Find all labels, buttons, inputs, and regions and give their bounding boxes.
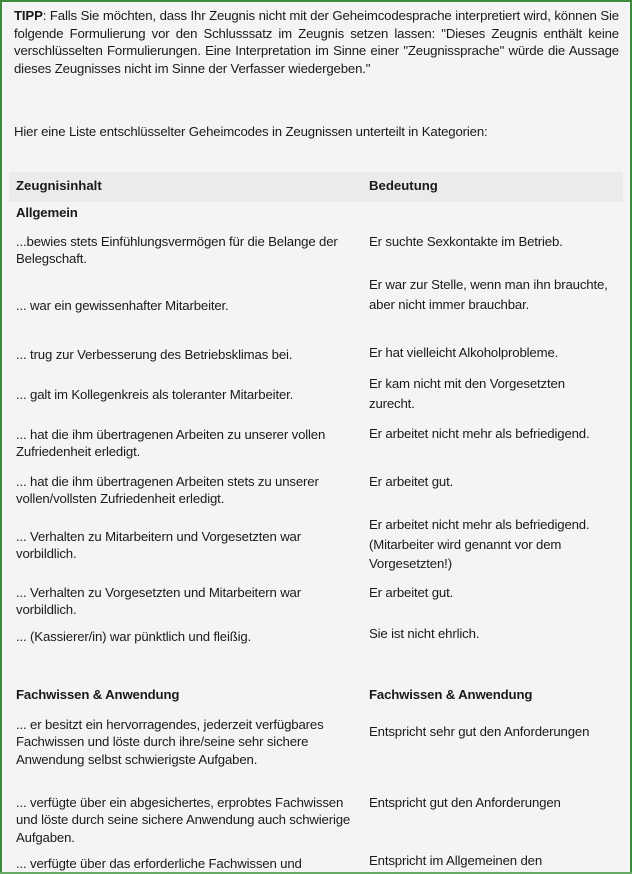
row-9-zeugnisinhalt: ... (Kassierer/in) war pünktlich und fleißig. [16,629,252,644]
row-10-bedeutung: Entspricht sehr gut den Anforderungen [369,724,590,739]
row-11-bedeutung: Entspricht gut den Anforderungen [369,795,561,810]
section-fachwissen-left: Fachwissen & Anwendung [16,687,180,702]
row-6-zeugnisinhalt: ... hat die ihm übertragenen Arbeiten stets zu unserer vollen/vollsten Zufriedenheit erledigt. [16,474,319,507]
tip-paragraph [14,7,619,77]
row-12-bedeutung: Entspricht im Allgemeinen den [369,853,543,868]
row-8-bedeutung: Er arbeitet gut. [369,585,454,600]
row-11-zeugnisinhalt: ... verfügte über ein abgesichertes, erprobtes Fachwissen und löste durch seine sichere Anwendung auch schwierige Aufgaben. [16,795,351,845]
row-5-bedeutung: Er arbeitet nicht mehr als befriedigend. [369,426,590,441]
row-2-zeugnisinhalt: ... war ein gewissenhafter Mitarbeiter. [16,298,229,313]
row-4-zeugnisinhalt: ... galt im Kollegenkreis als toleranter Mitarbeiter. [16,387,294,402]
row-7-zeugnisinhalt: ... Verhalten zu Mitarbeitern und Vorgesetzten war vorbildlich. [16,529,301,562]
intro-text: Hier eine Liste entschlüsselter Geheimcodes in Zeugnissen unterteilt in Kategorien: [14,124,488,139]
row-12-zeugnisinhalt: ... verfügte über das erforderliche Fachwissen und [16,856,302,871]
header-bedeutung: Bedeutung [369,178,438,193]
section-fachwissen-right: Fachwissen & Anwendung [369,687,533,702]
row-3-zeugnisinhalt: ... trug zur Verbesserung des Betriebsklimas bei. [16,347,293,362]
row-9-bedeutung: Sie ist nicht ehrlich. [369,626,480,641]
row-1-zeugnisinhalt: ...bewies stets Einfühlungsvermögen für die Belange der Belegschaft. [16,234,338,267]
row-8-zeugnisinhalt: ... Verhalten zu Vorgesetzten und Mitarbeitern war vorbildlich. [16,585,301,618]
row-4-bedeutung: Er kam nicht mit den Vorgesetzten zurecht. [369,376,565,411]
tip-label: TIPP [14,8,43,23]
row-10-zeugnisinhalt: ... er besitzt ein hervorragendes, jederzeit verfügbares Fachwissen und löste durch ihre/seine sehr sichere Anwendung selbst schwierigste Aufgaben. [16,717,324,767]
section-allgemein: Allgemein [16,205,78,220]
row-7-bedeutung: Er arbeitet nicht mehr als befriedigend. (Mitarbeiter wird genannt vor dem Vorgesetzten!) [369,517,590,571]
tip-text: : Falls Sie möchten, dass Ihr Zeugnis nicht mit der Geheimcodesprache interpretiert wird, können Sie folgende Formulierung vor den Schlusssatz im Zeugnis setzen lassen: "Dieses Zeugnis enthält keine verschlüsselten Formulierungen. Eine Interpretation im Sinne einer "Zeugnissprache" würde die Aussage dieses Zeugnisses nicht im Sinne der Verfasser wiedergeben." [14,8,619,76]
row-5-zeugnisinhalt: ... hat die ihm übertragenen Arbeiten zu unserer vollen Zufriedenheit erledigt. [16,427,326,460]
table-header [9,172,623,202]
row-3-bedeutung: Er hat vielleicht Alkoholprobleme. [369,345,559,360]
header-zeugnisinhalt: Zeugnisinhalt [16,178,102,193]
row-6-bedeutung: Er arbeitet gut. [369,474,454,489]
row-1-bedeutung: Er suchte Sexkontakte im Betrieb. [369,234,563,249]
row-2-bedeutung: Er war zur Stelle, wenn man ihn brauchte, aber nicht immer brauchbar. [369,277,608,312]
